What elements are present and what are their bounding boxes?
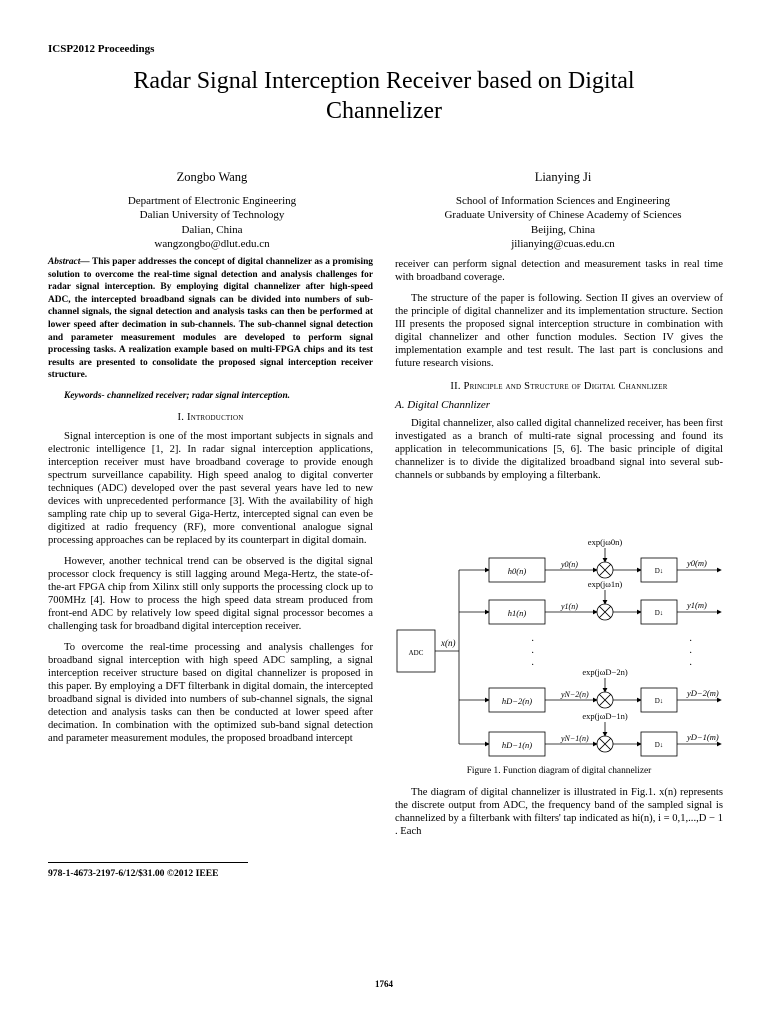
page-number: 1764: [375, 979, 393, 989]
dot: ·: [531, 660, 535, 671]
section-heading-intro: I. Introduction: [177, 411, 244, 423]
right-paragraph-2: The structure of the paper is following. Section II gives an overview of the principle of digital channelizer and its implementation structure. Section III presents the proposed signal interception structure in combination with digital channelizer and other function modules. Section IV gives the implementation example and test result. The last part is conclusions and future research visions.: [395, 293, 723, 369]
author-dept: Department of Electronic Engineering: [127, 194, 297, 207]
oscillator-label: exp(jω1n): [587, 579, 623, 589]
title-line-1: Radar Signal Interception Receiver based on Digital: [133, 68, 635, 94]
dot: ·: [689, 648, 693, 659]
subchannel-signal-label: yN−1(n): [561, 734, 589, 743]
adc-label: ADC: [408, 649, 424, 657]
abstract-label: Abstract—: [48, 257, 90, 267]
oscillator-label: exp(jωD−2n): [582, 667, 628, 677]
abstract-text: This paper addresses the concept of digital channelizer as a promising solution to overcome the real-time signal detection and analysis challenges for radar signal interception. By employing digital channelizer after high-speed ADC, the intercepted broadband signals can be divided into numbers of sub-channel signals, the signal detection and analysis tasks can then be performed at lower speed after decimation in sub-channels. The sub-channel signal detection and parameter measurement modules are developed to perform signal processing tasks. A realization example based on multi-FPGA chips and its test results are presented to consolidate the proposed signal interception receiver structure.: [48, 257, 373, 381]
author-name: Zongbo Wang: [176, 170, 248, 184]
branch-2: [459, 667, 721, 712]
section-2a-paragraph-1: Digital channelizer, also called digital channelized receiver, has been first investigated as a branch of multi-rate signal processing and found its application in telecommunications [5, 6]. The basic principle of digital channelizer is to divide the digitalized broadband signal into several sub-channels or subbands by employing a filterbank.: [395, 418, 723, 481]
intro-paragraph-1: Signal interception is one of the most important subjects in signals and electronic intelligence [1, 2]. In radar signal interception applications, interception receiver must have broadband coverage to provide enough spectrum surveillance capability. High speed analog to digital converter techniques (ADC) developed over the past several years have led to new devices with unprecedented performance [3]. With the availability of high sampling rate chip up to several Giga-Hertz, intercepted signal can even be digitized at radio frequency (RF), more conventional analogue signal processing approaches can be replaced by its counterpart in digital domain.: [48, 430, 373, 546]
author-block-2: [398, 170, 728, 252]
after-figure-paragraph: The diagram of digital channelizer is illustrated in Fig.1. x(n) represents the discrete output from ADC, the frequency band of the sampled signal is channelized by a filterbank with filters' tap indicated as hi(n), i = 0,1,...,D − 1 . Each: [395, 787, 723, 837]
title-line-2: Channelizer: [326, 98, 442, 124]
channelizer-diagram: [395, 532, 725, 762]
branch-0: [459, 537, 721, 582]
isbn-footnote: 978-1-4673-2197-6/12/$31.00 ©2012 IEEE: [48, 868, 219, 879]
author-org: Graduate University of Chinese Academy of Sciences: [444, 209, 682, 221]
section-heading-2: II. Principle and Structure of Digital Channlizer: [450, 381, 668, 392]
oscillator-label: exp(jω0n): [587, 537, 623, 547]
subsection-heading-2a: A. Digital Channlizer: [395, 399, 491, 411]
proceedings-header: ICSP2012 Proceedings: [48, 43, 155, 55]
decimator-label: D↓: [654, 567, 664, 575]
filter-label: hD−2(n): [501, 696, 533, 706]
subchannel-signal-label: yN−2(n): [561, 690, 589, 699]
author-location: Dalian, China: [181, 223, 243, 236]
ellipsis-dots: [531, 636, 692, 671]
dot: ·: [689, 660, 693, 671]
figure-caption: Figure 1. Function diagram of digital channelizer: [466, 766, 652, 776]
footnote-rule: [48, 862, 248, 863]
right-column: [395, 258, 723, 490]
dot: ·: [689, 636, 693, 647]
input-signal-label: x(n): [441, 638, 456, 648]
decimator-label: D↓: [654, 609, 664, 617]
left-column: [48, 256, 373, 753]
output-signal-label: yD−2(m): [687, 688, 719, 698]
filter-label: hD−1(n): [501, 740, 533, 750]
output-signal-label: y0(m): [687, 558, 707, 568]
keywords: Keywords- channelized receiver; radar signal interception.: [64, 390, 291, 401]
author-email: wangzongbo@dlut.edu.cn: [154, 238, 270, 250]
dot: ·: [531, 648, 535, 659]
decimator-label: D↓: [654, 741, 664, 749]
subchannel-signal-label: y0(n): [561, 560, 578, 569]
dot: ·: [531, 636, 535, 647]
branch-1: [459, 579, 721, 624]
intro-paragraph-2: However, another technical trend can be observed is the digital signal processor clock frequency is still lagging around Mega-Hertz, the state-of-the-art FPGA chip from Xilinx still only supports the processing clock up to 700MHz [4]. How to process the high speed data stream produced from front-end ADC by relatively low speed digital signal processor becomes a challenging task for broadband digital interception receiver.: [48, 555, 373, 632]
abstract: [48, 256, 373, 382]
oscillator-label: exp(jωD−1n): [582, 711, 628, 721]
output-signal-label: yD−1(m): [687, 732, 719, 742]
author-email: jilianying@cuas.edu.cn: [511, 238, 615, 250]
author-block-1: [92, 170, 332, 252]
filter-label: h1(n): [507, 608, 527, 618]
branch-3: [459, 711, 721, 756]
output-signal-label: y1(m): [687, 600, 707, 610]
author-name: Lianying Ji: [534, 170, 592, 184]
filter-label: h0(n): [507, 566, 527, 576]
right-column-after-figure: [395, 786, 723, 846]
decimator-label: D↓: [654, 697, 664, 705]
author-location: Beijing, China: [530, 223, 596, 236]
intro-paragraph-3: To overcome the real-time processing and analysis challenges for broadband signal interception with high speed ADC sampling, a signal interception receiver structure based on digital channelizer is proposed in this paper. By employing a DFT filterbank in digital domain, the intercepted broadband signal is divided into numbers of sub-channel signals, the signal detection and analysis tasks can then be conducted at lower speed after decimation. In combination with the optimized sub-band signal detection and parameter measurement modules, the proposed broadband intercept: [48, 641, 373, 744]
author-dept: School of Information Sciences and Engineering: [455, 194, 671, 207]
author-org: Dalian University of Technology: [139, 209, 285, 221]
subchannel-signal-label: y1(n): [561, 602, 578, 611]
right-paragraph-1: receiver can perform signal detection and measurement tasks in real time with broadband coverage.: [395, 259, 723, 283]
paper-title: [40, 66, 728, 126]
